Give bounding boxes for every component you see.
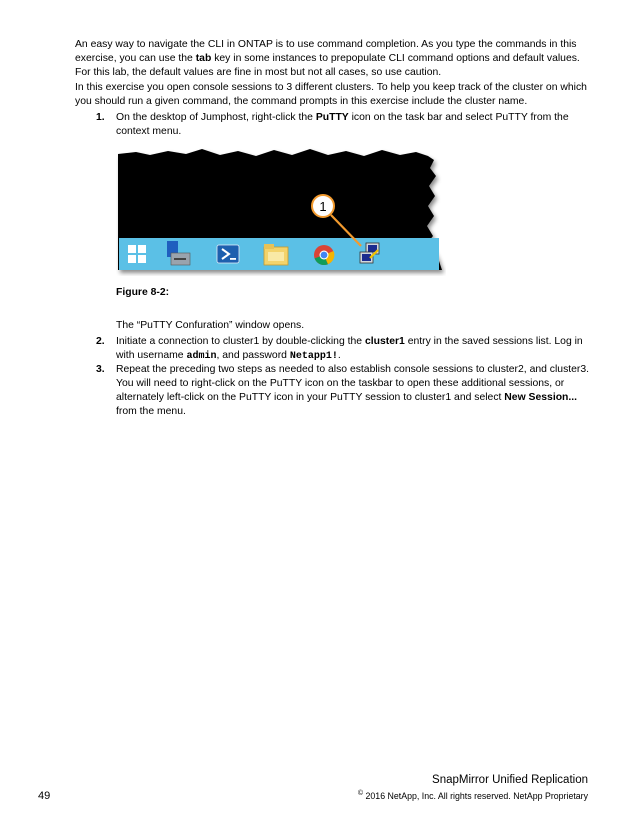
step-text: Initiate a connection to cluster1 by double-clicking the cluster1 entry in the saved sessions list. Log in with username admin, and password Netapp1!. [116,336,583,362]
step-3 [96,363,596,419]
step-number: 3. [96,364,105,375]
figure-caption: Figure 8-2: [116,287,170,298]
copyright-notice: © 2016 NetApp, Inc. All rights reserved. NetApp Proprietary [357,790,588,801]
step-2 [96,335,596,364]
callout-number: 1 [319,199,327,214]
window-opens-note: The “PuTTY Confuration” window opens. [116,320,305,331]
page-number: 49 [38,790,51,802]
powershell-icon[interactable] [217,245,239,263]
footer-title: SnapMirror Unified Replication [432,774,588,786]
step-text: Repeat the preceding two steps as needed to also establish console sessions to cluster2, and cluster3. You will need to right-click on the PuTTY icon on the taskbar to open these additional sessions, or alternately left-click on the PuTTY icon in your PuTTY session to cluster1 and select New Session... from the menu. [116,364,590,417]
file-explorer-icon[interactable] [264,244,288,265]
step-text: On the desktop of Jumphost, right-click the PuTTY icon on the task bar and select PuTTY from the context menu. [116,112,569,137]
step-number: 1. [96,112,105,123]
taskbar-screenshot-figure [116,146,446,276]
intro-paragraph-1: An easy way to navigate the CLI in ONTAP is to use command completion. As you type the commands in this exercise, you can use the tab key in some instances to prepopulate CLI command options and default values. For this lab, the default values are fine in most but not all cases, so use caution. [75,39,580,78]
step-1 [96,111,596,139]
step-number: 2. [96,336,105,347]
intro-paragraph-2: In this exercise you open console sessions to 3 different clusters. To help you keep track of the cluster on which you should run a given command, the command prompts in this exercise include the cluster name. [75,82,587,107]
